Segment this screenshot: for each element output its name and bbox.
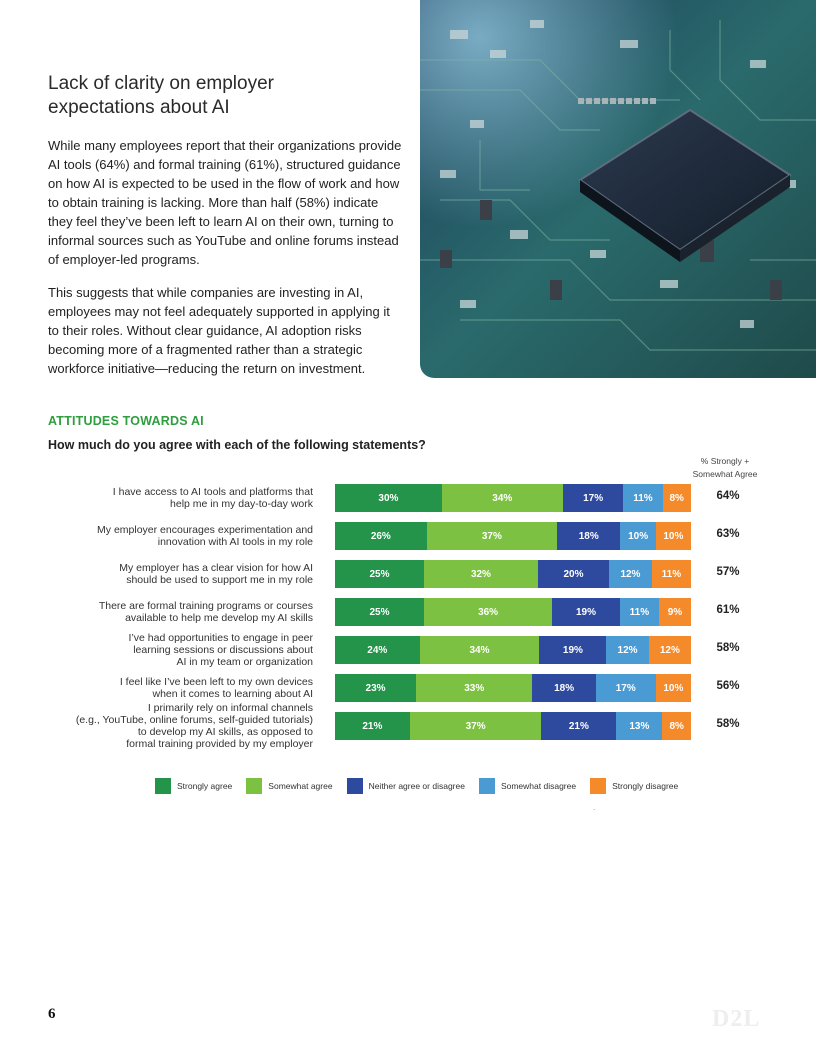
row-total-7: 58% xyxy=(716,718,740,730)
bar-segment-somewhat-agree: 32% xyxy=(424,560,538,588)
row-label-4-line-2: available to help me develop my AI skills xyxy=(125,612,313,624)
bar-segment-neither: 18% xyxy=(557,522,620,550)
column-header xyxy=(680,455,770,481)
bar-segment-neither: 17% xyxy=(563,484,624,512)
bar-row-7 xyxy=(335,712,691,740)
bar-segment-neither: 21% xyxy=(541,712,616,740)
row-label-1-line-2: help me in my day-to-day work xyxy=(170,498,313,510)
bar-segment-somewhat-agree: 34% xyxy=(442,484,563,512)
row-label-2-line-1: My employer encourages experimentation and xyxy=(97,524,313,536)
legend-swatch-somewhat-agree xyxy=(246,778,262,794)
legend-label-somewhat-disagree: Somewhat disagree xyxy=(500,781,577,791)
row-total-3: 57% xyxy=(716,566,740,578)
bar-segment-somewhat-disagree: 11% xyxy=(620,598,659,626)
bar-segment-strongly-disagree: 12% xyxy=(649,636,691,664)
survey-question: How much do you agree with each of the following statements? xyxy=(48,438,426,452)
row-total-4: 61% xyxy=(716,604,740,616)
bar-segment-somewhat-disagree: 13% xyxy=(616,712,662,740)
bar-segment-strongly-agree: 26% xyxy=(335,522,427,550)
column-header-line-1: % Strongly + xyxy=(700,456,750,466)
row-label-7-line-1: I primarily rely on informal channels xyxy=(147,702,313,714)
bar-row-5 xyxy=(335,636,691,664)
bar-segment-neither: 18% xyxy=(532,674,595,702)
row-total-5: 58% xyxy=(716,642,740,654)
bar-segment-strongly-agree: 23% xyxy=(335,674,416,702)
row-label-5 xyxy=(33,632,313,668)
bar-segment-strongly-agree: 25% xyxy=(335,560,424,588)
row-label-1-line-1: I have access to AI tools and platforms that xyxy=(112,486,313,498)
row-label-3-line-1: My employer has a clear vision for how AI xyxy=(119,562,313,574)
row-label-4-line-1: There are formal training programs or courses xyxy=(98,600,313,612)
bar-segment-strongly-agree: 25% xyxy=(335,598,424,626)
bar-row-6 xyxy=(335,674,691,702)
row-label-3 xyxy=(33,562,313,586)
bar-segment-strongly-agree: 21% xyxy=(335,712,410,740)
row-label-7-line-4: formal training provided by my employer xyxy=(126,738,313,750)
bar-segment-strongly-disagree: 9% xyxy=(659,598,691,626)
page-number: 6 xyxy=(48,1006,56,1022)
article-title xyxy=(48,72,388,120)
bar-segment-somewhat-agree: 37% xyxy=(427,522,557,550)
bar-segment-strongly-agree: 24% xyxy=(335,636,420,664)
bar-segment-strongly-disagree: 10% xyxy=(656,674,691,702)
legend-item-somewhat-agree xyxy=(246,778,332,794)
section-title: ATTITUDES TOWARDS AI xyxy=(48,414,204,428)
bar-segment-somewhat-disagree: 10% xyxy=(620,522,655,550)
bar-segment-neither: 19% xyxy=(552,598,620,626)
bar-segment-neither: 20% xyxy=(538,560,609,588)
legend-label-somewhat-agree: Somewhat agree xyxy=(268,781,333,791)
row-label-2 xyxy=(33,524,313,548)
bar-segment-strongly-disagree: 10% xyxy=(656,522,691,550)
row-total-6: 56% xyxy=(716,680,740,692)
row-label-7-line-3: to develop my AI skills, as opposed to xyxy=(137,726,313,738)
bar-segment-strongly-agree: 30% xyxy=(335,484,442,512)
legend-swatch-strongly-disagree xyxy=(590,778,606,794)
row-total-1: 64% xyxy=(716,490,740,502)
row-label-5-line-1: I’ve had opportunities to engage in peer xyxy=(128,632,313,644)
bar-segment-somewhat-disagree: 17% xyxy=(596,674,656,702)
bar-row-3 xyxy=(335,560,691,588)
legend-swatch-strongly-agree xyxy=(155,778,171,794)
row-label-5-line-2: learning sessions or discussions about xyxy=(133,644,313,656)
circuit-board-photo xyxy=(420,0,816,378)
column-header-line-2: Somewhat Agree xyxy=(692,469,758,479)
legend-swatch-neither xyxy=(347,778,363,794)
bar-row-1 xyxy=(335,484,691,512)
legend-item-strongly-disagree xyxy=(590,778,678,794)
row-label-6-line-1: I feel like I’ve been left to my own devices xyxy=(119,676,313,688)
bar-segment-strongly-disagree: 8% xyxy=(662,712,690,740)
bar-segment-neither: 19% xyxy=(539,636,606,664)
row-label-2-line-2: innovation with AI tools in my role xyxy=(157,536,313,548)
row-label-7-line-2: (e.g., YouTube, online forums, self-guided tutorials) xyxy=(75,714,313,726)
bar-segment-somewhat-agree: 33% xyxy=(416,674,532,702)
row-label-6 xyxy=(33,676,313,700)
legend-swatch-somewhat-disagree xyxy=(479,778,495,794)
legend-item-somewhat-disagree xyxy=(479,778,576,794)
row-total-2: 63% xyxy=(716,528,740,540)
body-paragraph-1: While many employees report that their organizations provide AI tools (64%) and formal training (61%), structured guidance on how AI is expected to be used in the flow of work and how to obtain training is lacking. More than half (58%) indicate they feel they’ve been left to learn AI on their own, turning to informal sources such as YouTube and online forums instead of employer-led programs. xyxy=(48,138,402,267)
bar-segment-somewhat-agree: 34% xyxy=(420,636,540,664)
bar-segment-strongly-disagree: 11% xyxy=(652,560,691,588)
stray-dot: . xyxy=(593,803,596,812)
bar-segment-somewhat-agree: 36% xyxy=(424,598,552,626)
legend-item-strongly-agree xyxy=(155,778,232,794)
bar-row-4 xyxy=(335,598,691,626)
row-label-3-line-2: should be used to support me in my role xyxy=(126,574,313,586)
body-paragraph-2: This suggests that while companies are investing in AI, employees may not feel adequately supported in applying it to their roles. Without clear guidance, AI adoption risks becoming more of a fragmented rather than a strategic workforce initiative—reducing the return on investment. xyxy=(48,285,390,376)
bar-segment-strongly-disagree: 8% xyxy=(663,484,691,512)
chart-legend xyxy=(155,778,692,794)
row-label-5-line-3: AI in my team or organization xyxy=(176,656,313,668)
legend-label-strongly-agree: Strongly agree xyxy=(177,781,233,791)
bar-segment-somewhat-agree: 37% xyxy=(410,712,542,740)
row-label-7 xyxy=(33,702,313,750)
bar-segment-somewhat-disagree: 11% xyxy=(623,484,662,512)
row-label-4 xyxy=(33,600,313,624)
legend-label-strongly-disagree: Strongly disagree xyxy=(612,781,679,791)
title-line-1: Lack of clarity on employer xyxy=(48,73,274,94)
row-label-6-line-2: when it comes to learning about AI xyxy=(152,688,313,700)
d2l-logo: D2L xyxy=(712,1006,761,1032)
legend-label-neither: Neither agree or disagree xyxy=(368,781,465,791)
bar-segment-somewhat-disagree: 12% xyxy=(609,560,652,588)
bar-segment-somewhat-disagree: 12% xyxy=(606,636,648,664)
row-label-1 xyxy=(33,486,313,510)
bar-row-2 xyxy=(335,522,691,550)
legend-item-neither xyxy=(347,778,465,794)
title-line-2: expectations about AI xyxy=(48,97,230,118)
